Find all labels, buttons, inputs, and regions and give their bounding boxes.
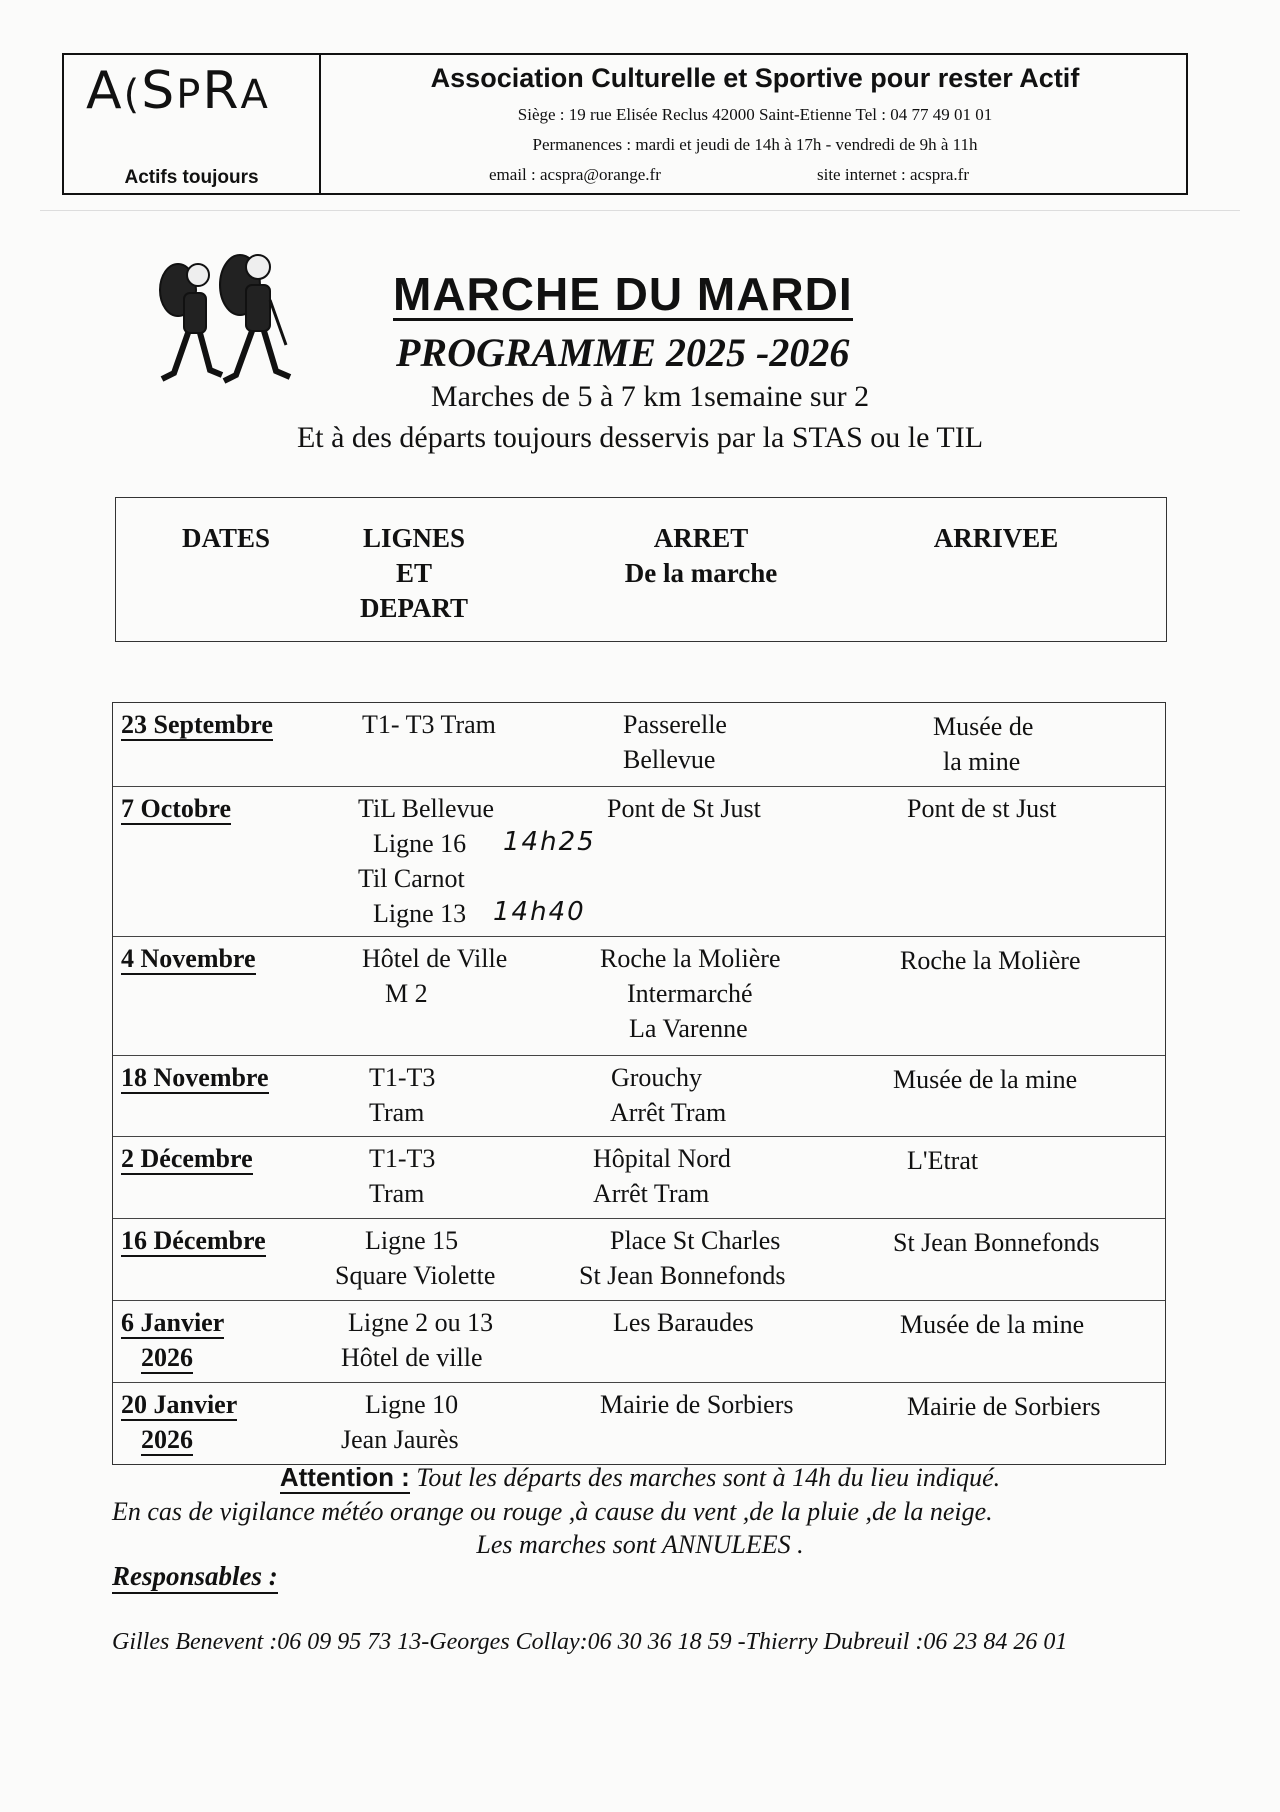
subtitle-distance: Marches de 5 à 7 km 1semaine sur 2 [430,380,870,413]
row-ligne: Hôtel de ville [341,1343,483,1372]
siege-line: Siège : 19 rue Elisée Reclus 42000 Saint-Etienne Tel : 04 77 49 01 01 [517,105,993,124]
row-date: 18 Novembre [121,1063,269,1092]
row-ligne: Ligne 16 [373,829,467,858]
row-arrivee: Musée de la mine [900,1310,1085,1339]
table-row [113,1218,1165,1300]
header-et: ET [395,558,433,588]
row-arrivee: Roche la Molière [900,946,1081,975]
logo-tagline: Actifs toujours [124,167,259,188]
row-ligne: Jean Jaurès [341,1425,459,1454]
table-row [113,1055,1165,1136]
row-date-year: 2026 [141,1343,193,1372]
vigilance-note: En cas de vigilance météo orange ou rouge ,à cause du vent ,de la pluie ,de la neige. [112,1497,993,1526]
row-date: 2 Décembre [121,1144,253,1173]
annulees-note: Les marches sont ANNULEES . [476,1530,804,1559]
row-arret: Intermarché [627,979,753,1008]
row-ligne: Til Carnot [358,864,465,893]
row-arret: Mairie de Sorbiers [600,1390,794,1419]
row-date: 16 Décembre [121,1226,266,1255]
row-arret: La Varenne [629,1014,748,1043]
row-arret: Passerelle [623,710,727,739]
header-arret: ARRET [653,523,749,553]
association-name: Association Culturelle et Sportive pour rester Actif [430,63,1080,93]
subtitle-transport: Et à des départs toujours desservis par la STAS ou le TIL [296,421,984,454]
attention-label: Attention : [279,1462,410,1492]
responsables-heading: Responsables : [112,1560,278,1594]
row-arret: Hôpital Nord [593,1144,731,1173]
row-ligne: T1- T3 Tram [362,710,496,739]
table-row [113,786,1165,936]
row-ligne: T1-T3 [369,1063,436,1092]
row-arret: Roche la Molière [600,944,781,973]
row-arret: Les Baraudes [613,1308,754,1337]
row-date: 23 Septembre [121,710,273,739]
row-ligne: Tram [369,1179,425,1208]
handwritten-time: 14h25 [503,827,596,857]
row-ligne: TiL Bellevue [358,794,495,823]
header-arrivee: ARRIVEE [933,523,1059,553]
attention-note [0,1462,1280,1493]
row-arret: Place St Charles [610,1226,781,1255]
header-dates: DATES [181,523,271,553]
row-ligne: Tram [369,1098,425,1127]
table-row [113,936,1165,1055]
permanences-line: Permanences : mardi et jeudi de 14h à 17h - vendredi de 9h à 11h [532,135,978,154]
row-ligne: Ligne 13 [373,899,467,928]
header-lignes: LIGNES [362,523,466,553]
row-ligne: Ligne 15 [365,1226,459,1255]
row-arrivee: Mairie de Sorbiers [907,1392,1101,1421]
row-ligne: Ligne 2 ou 13 [348,1308,494,1337]
row-arrivee: la mine [943,747,1021,776]
header-arret-sub: De la marche [624,558,778,588]
logo-text: A(SPRA [86,61,270,121]
attention-text: Tout les départs des marches sont à 14h du lieu indiqué. [409,1463,1001,1492]
table-row [113,703,1165,786]
row-arrivee: St Jean Bonnefonds [893,1228,1100,1257]
row-ligne: M 2 [385,979,428,1008]
page-title: MARCHE DU MARDI [393,268,853,320]
divider [40,210,1240,211]
row-date: 20 Janvier [121,1390,238,1419]
table-row [113,1300,1165,1382]
programme-title: PROGRAMME 2025 -2026 [396,330,850,375]
hikers-illustration [140,245,300,395]
row-date-year: 2026 [141,1425,193,1454]
row-ligne: Square Violette [335,1261,496,1290]
row-arrivee: Musée de [933,712,1034,741]
row-date: 7 Octobre [121,794,231,823]
row-arrivee: L'Etrat [907,1146,979,1175]
row-ligne: T1-T3 [369,1144,436,1173]
schedule-table [112,702,1166,1465]
row-arret: St Jean Bonnefonds [579,1261,786,1290]
header-box [62,53,1188,195]
row-arret: Pont de St Just [607,794,761,823]
row-arret: Bellevue [623,745,716,774]
contacts-line: Gilles Benevent :06 09 95 73 13-Georges Collay:06 30 36 18 59 -Thierry Dubreuil :06 23 84 26 01 [112,1629,1068,1655]
row-date: 4 Novembre [121,944,256,973]
row-date: 6 Janvier [121,1308,225,1337]
site-line: site internet : acspra.fr [817,165,969,184]
email-line: email : acspra@orange.fr [489,165,661,184]
row-ligne: Hôtel de Ville [362,944,508,973]
table-row [113,1382,1165,1464]
row-arrivee: Pont de st Just [907,794,1057,823]
table-row [113,1136,1165,1218]
row-arret: Arrêt Tram [610,1098,727,1127]
row-ligne: Ligne 10 [365,1390,459,1419]
row-arrivee: Musée de la mine [893,1065,1078,1094]
row-arret: Grouchy [611,1063,702,1092]
header-depart: DEPART [359,593,469,623]
table-header [115,497,1167,642]
handwritten-time: 14h40 [493,897,586,927]
row-arret: Arrêt Tram [593,1179,710,1208]
logo [64,55,321,193]
